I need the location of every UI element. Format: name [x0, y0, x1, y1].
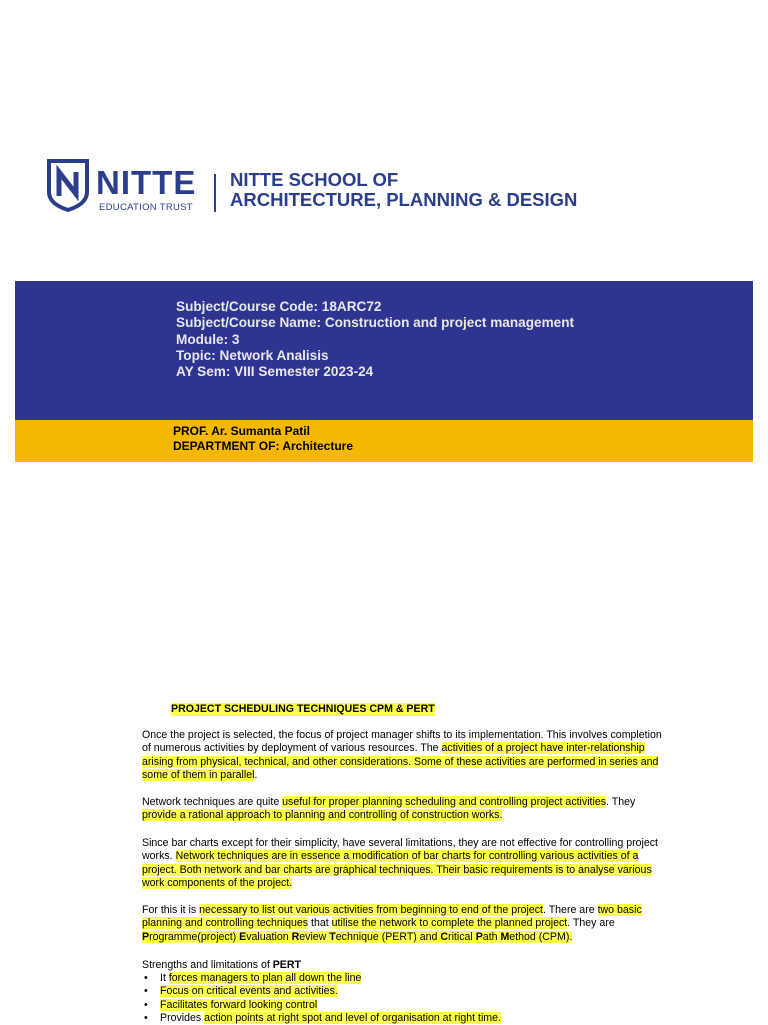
- school-name-line2: ARCHITECTURE, PLANNING & DESIGN: [230, 189, 578, 210]
- paragraph-4-text-d: . They are: [567, 917, 615, 930]
- bullet-icon: •: [144, 998, 148, 1011]
- paragraph-1-text: Once the project is selected, the focus of project manager shifts to its implementation. This involves completion of numerous activities by deployment of various resources. The: [142, 729, 662, 755]
- strengths-intro-bold: PERT: [272, 959, 301, 971]
- acronym-rest: echnique (PERT) and: [335, 930, 441, 943]
- list-item-text: It: [160, 972, 169, 984]
- faculty-info: [173, 424, 353, 453]
- paragraph-2-text-a: Network techniques are quite: [142, 796, 283, 808]
- paragraph-4-text-b: . There are: [543, 904, 598, 916]
- acronym-rest: rogramme(project): [149, 930, 240, 943]
- list-item-text: Provides: [160, 1011, 205, 1024]
- acronym-letter: E: [239, 930, 247, 943]
- paragraph-1-end: .: [254, 768, 258, 781]
- faculty-band: [15, 420, 753, 462]
- department-name: DEPARTMENT OF: Architecture: [173, 438, 354, 453]
- bullet-icon: •: [144, 1011, 148, 1024]
- paragraph-4-highlight-techniques: [142, 931, 572, 943]
- acronym-letter: P: [142, 930, 150, 943]
- course-module: Module: 3: [176, 331, 240, 347]
- course-info-band: [15, 281, 753, 420]
- list-item: [142, 972, 662, 985]
- bullet-icon: •: [144, 985, 148, 998]
- list-item: [142, 985, 662, 998]
- paragraph-3-highlight: Network techniques are in essence a modification of bar charts for controlling various activities of a project. Both network and bar charts are graphical techniques. Their basic requirements is to analyse various work components of the project.: [142, 850, 652, 889]
- logo-trust: EDUCATION TRUST: [99, 202, 193, 213]
- nitte-logo: [46, 158, 632, 216]
- strengths-list: [142, 972, 662, 1025]
- acronym-rest: ath: [482, 930, 501, 943]
- paragraph-1-highlight: activities of a project have inter-relationship arising from physical, technical, and other considerations. Some of these activities are performed in series and some of them in parallel: [142, 742, 659, 781]
- paragraph-3: [142, 837, 662, 890]
- paragraph-4-text-a: For this it is: [142, 904, 200, 916]
- paragraph-4: [142, 904, 662, 944]
- list-item-highlight: forces managers to plan all down the line: [168, 972, 362, 984]
- course-name: Subject/Course Name: Construction and project management: [176, 315, 575, 331]
- strengths-intro-text: Strengths and limitations of: [142, 959, 273, 971]
- paragraph-2: [142, 796, 662, 823]
- paragraph-4-highlight-c: utilise the network to complete the planned project: [331, 917, 568, 930]
- school-name: [230, 170, 577, 210]
- acronym-letter: M: [500, 930, 510, 943]
- acronym-letter: R: [291, 930, 300, 943]
- school-name-line1: NITTE SCHOOL OF: [230, 169, 399, 190]
- acronym-rest: valuation: [246, 930, 292, 943]
- list-item: [142, 1012, 662, 1025]
- acronym-rest: ritical: [448, 930, 476, 943]
- paragraph-4-highlight-a: necessary to list out various activities from beginning to end of the project: [199, 904, 543, 916]
- section-heading: PROJECT SCHEDULING TECHNIQUES CPM & PERT: [171, 703, 435, 715]
- course-topic: Topic: Network Analisis: [176, 347, 329, 363]
- bullet-icon: •: [144, 972, 148, 984]
- paragraph-2-highlight-a: useful for proper planning scheduling and controlling project activities: [282, 796, 607, 808]
- course-info: [176, 299, 574, 380]
- acronym-rest: eview: [299, 930, 330, 943]
- logo-divider: [214, 174, 216, 212]
- acronym-rest: ethod (CPM).: [509, 930, 573, 943]
- course-semester: AY Sem: VIII Semester 2023-24: [176, 364, 374, 380]
- paragraph-1: [142, 729, 662, 782]
- list-item-highlight: Focus on critical events and activities.: [160, 985, 338, 998]
- paragraph-2-highlight-b: provide a rational approach to planning and controlling of construction works.: [142, 809, 503, 822]
- paragraph-4-highlight-b: two basic planning and controlling techniques: [142, 904, 642, 930]
- paragraph-4-text-c: that: [308, 917, 332, 930]
- paragraph-2-text-b: . They: [606, 796, 636, 808]
- strengths-intro: [142, 959, 662, 972]
- list-item: [142, 999, 662, 1012]
- list-item-highlight: Facilitates forward looking control: [160, 998, 318, 1011]
- logo-brand: NITTE: [96, 164, 197, 201]
- acronym-letter: T: [329, 930, 336, 943]
- professor-name: PROF. Ar. Sumanta Patil: [173, 424, 310, 438]
- course-code: Subject/Course Code: 18ARC72: [176, 299, 382, 314]
- nitte-shield-icon: [46, 158, 90, 212]
- list-item-highlight: action points at right spot and level of organisation at right time.: [204, 1011, 501, 1024]
- acronym-letter: P: [475, 930, 483, 943]
- acronym-letter: C: [440, 930, 449, 943]
- paragraph-3-text: Since bar charts except for their simplicity, have several limitations, they are not effective for controlling project works.: [142, 837, 658, 863]
